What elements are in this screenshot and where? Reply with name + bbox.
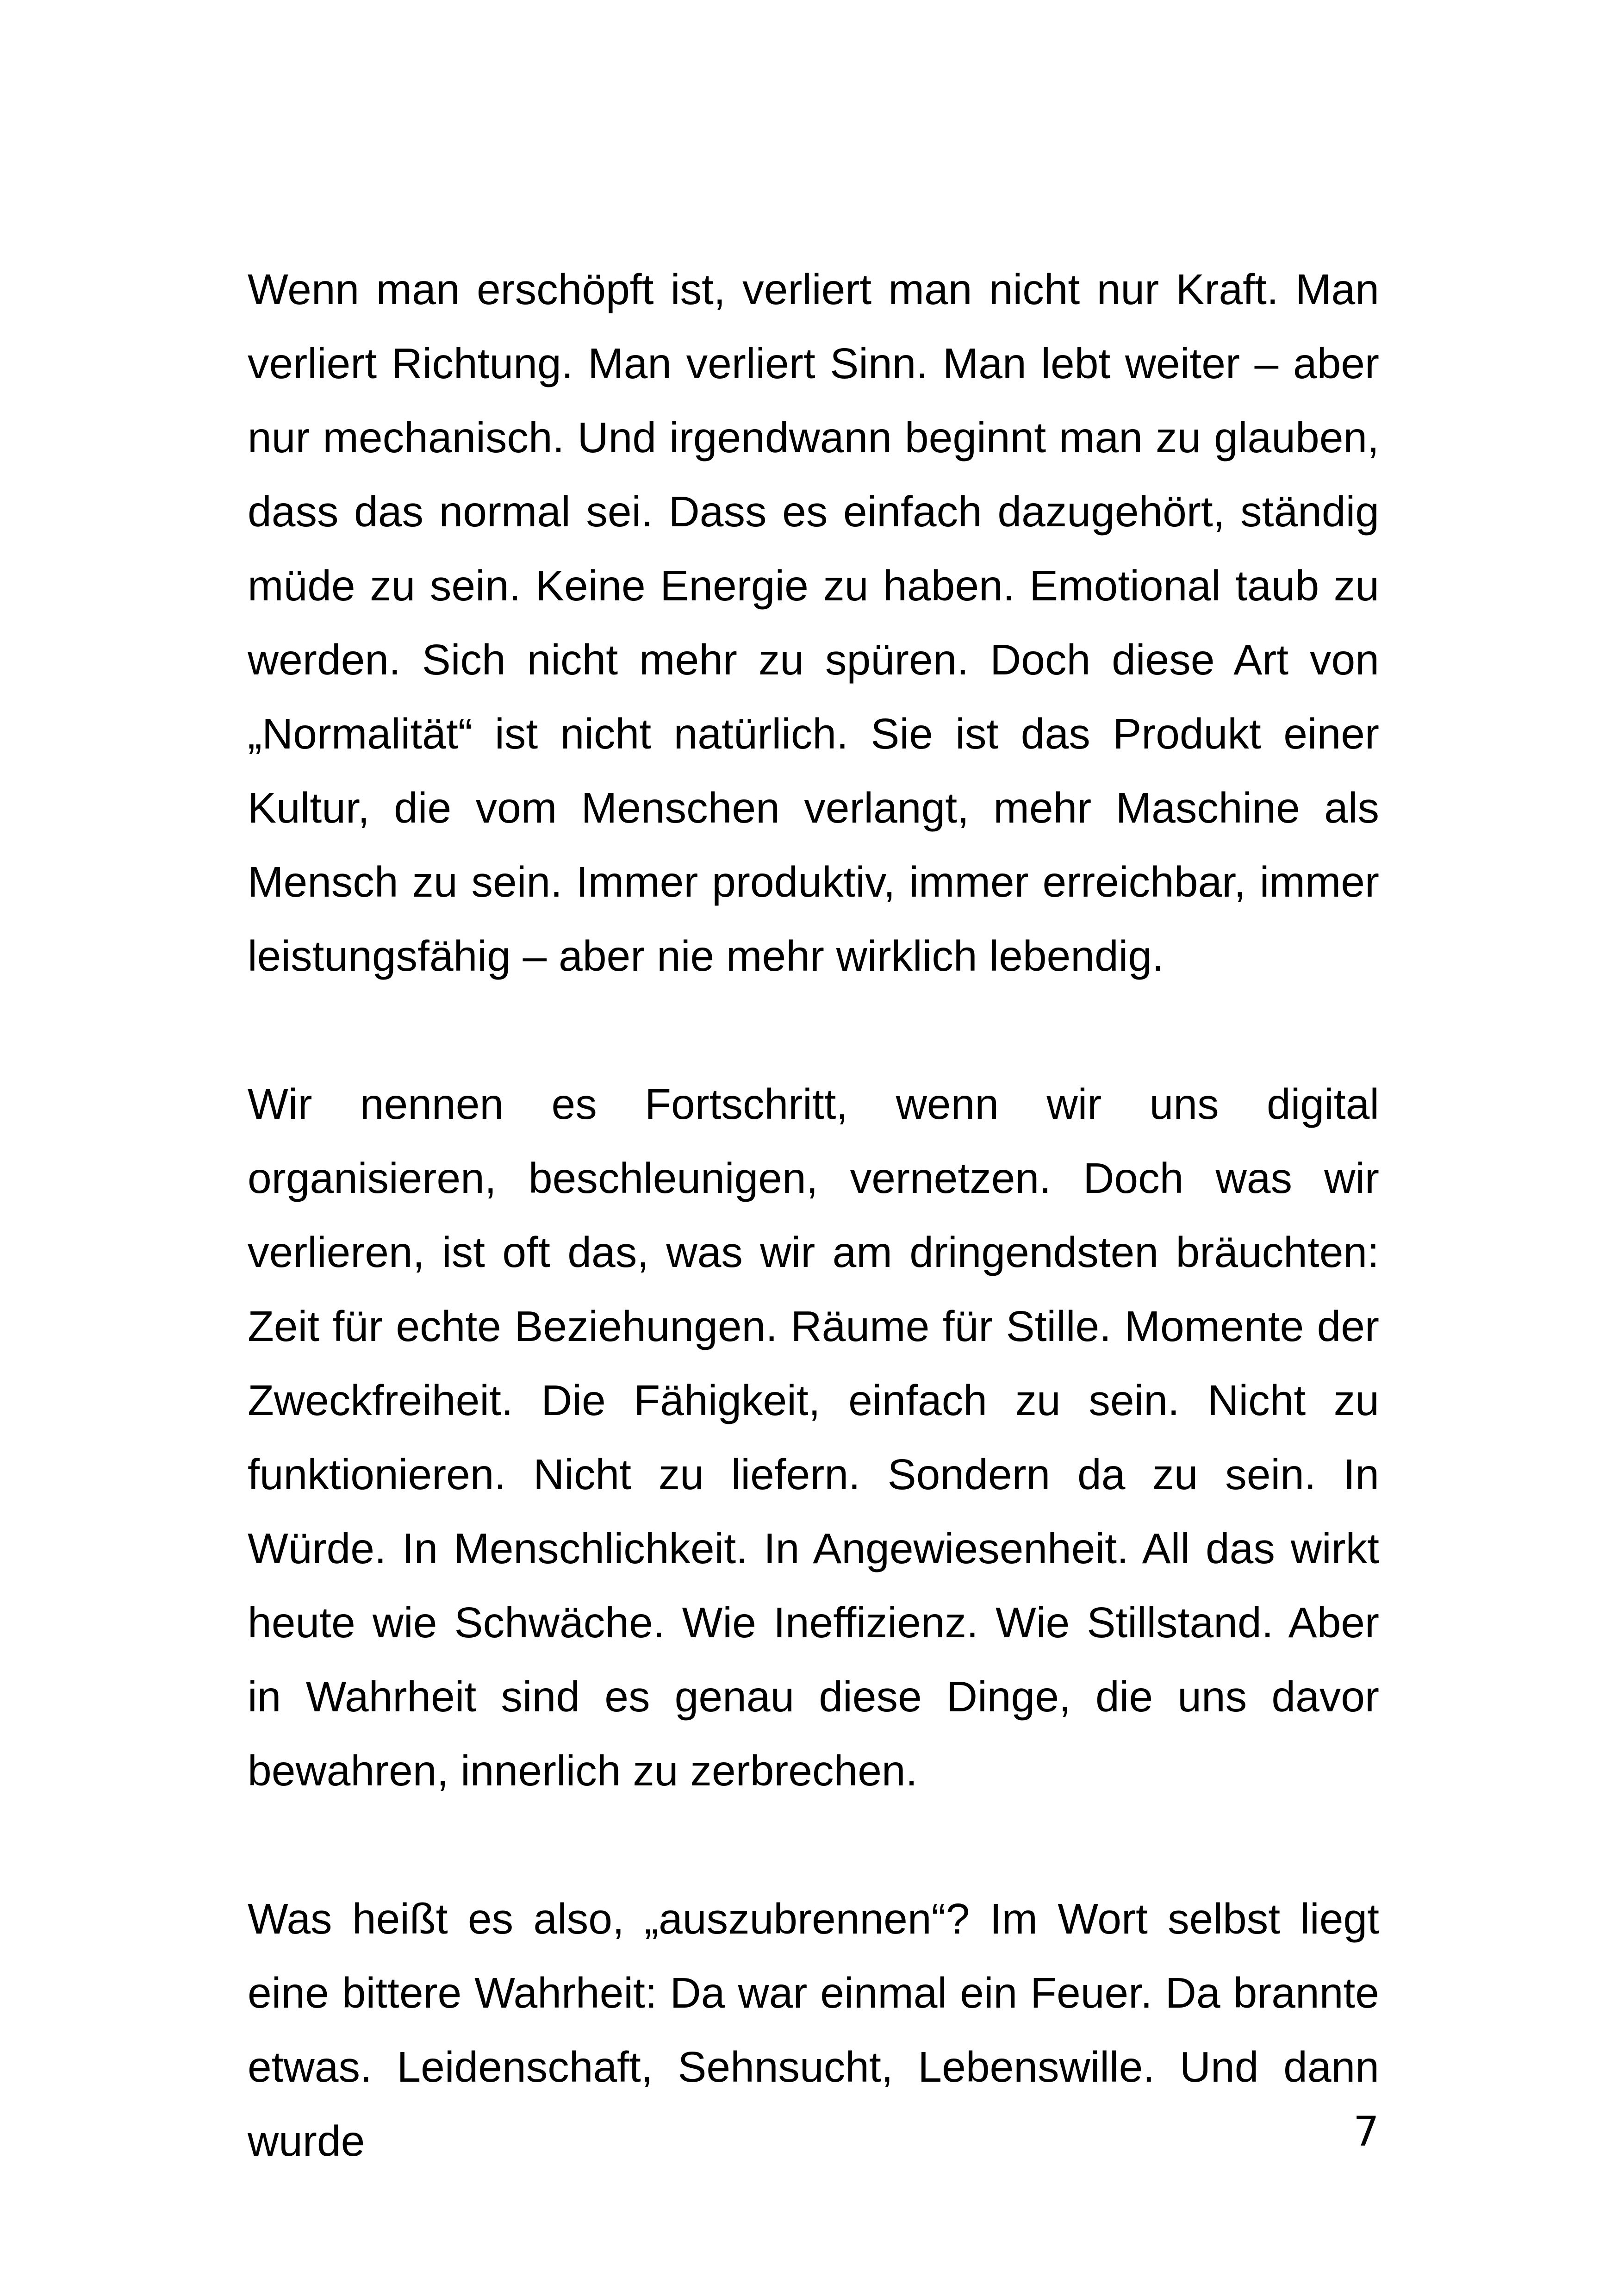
body-text	[248, 252, 1379, 2178]
paragraph-3: Was heißt es also, „auszubrennen“? Im Wort selbst liegt eine bittere Wahrheit: Da war einmal ein Feuer. Da brannte etwas. Leidenschaft, Sehnsucht, Lebenswille. Und dann wurde	[248, 1895, 1379, 2165]
paragraph-1: Wenn man erschöpft ist, verliert man nicht nur Kraft. Man verliert Richtung. Man verliert Sinn. Man lebt weiter – aber nur mechanisch. Und irgendwann beginnt man zu glauben, dass das normal sei. Dass es einfach dazugehört, ständig müde zu sein. Keine Energie zu haben. Emotional taub zu werden. Sich nicht mehr zu spüren. Doch diese Art von „Normalität“ ist nicht natürlich. Sie ist das Produkt einer Kultur, die vom Menschen verlangt, mehr Maschine als Mensch zu sein. Immer produktiv, immer erreichbar, immer leistungsfähig – aber nie mehr wirklich lebendig.	[248, 265, 1379, 980]
paragraph-2: Wir nennen es Fortschritt, wenn wir uns digital organisieren, beschleunigen, vernetzen. Doch was wir verlieren, ist oft das, was wir am dringendsten bräuchten: Zeit für echte Beziehungen. Räume für Stille. Momente der Zweckfreiheit. Die Fähigkeit, einfach zu sein. Nicht zu funktionieren. Nicht zu liefern. Sondern da zu sein. In Würde. In Menschlichkeit. In Angewiesenheit. All das wirkt heute wie Schwäche. Wie Ineffizienz. Wie Stillstand. Aber in Wahrheit sind es genau diese Dinge, die uns davor bewahren, innerlich zu zerbrechen.	[248, 1080, 1379, 1795]
page-number: 7	[1353, 2108, 1379, 2155]
